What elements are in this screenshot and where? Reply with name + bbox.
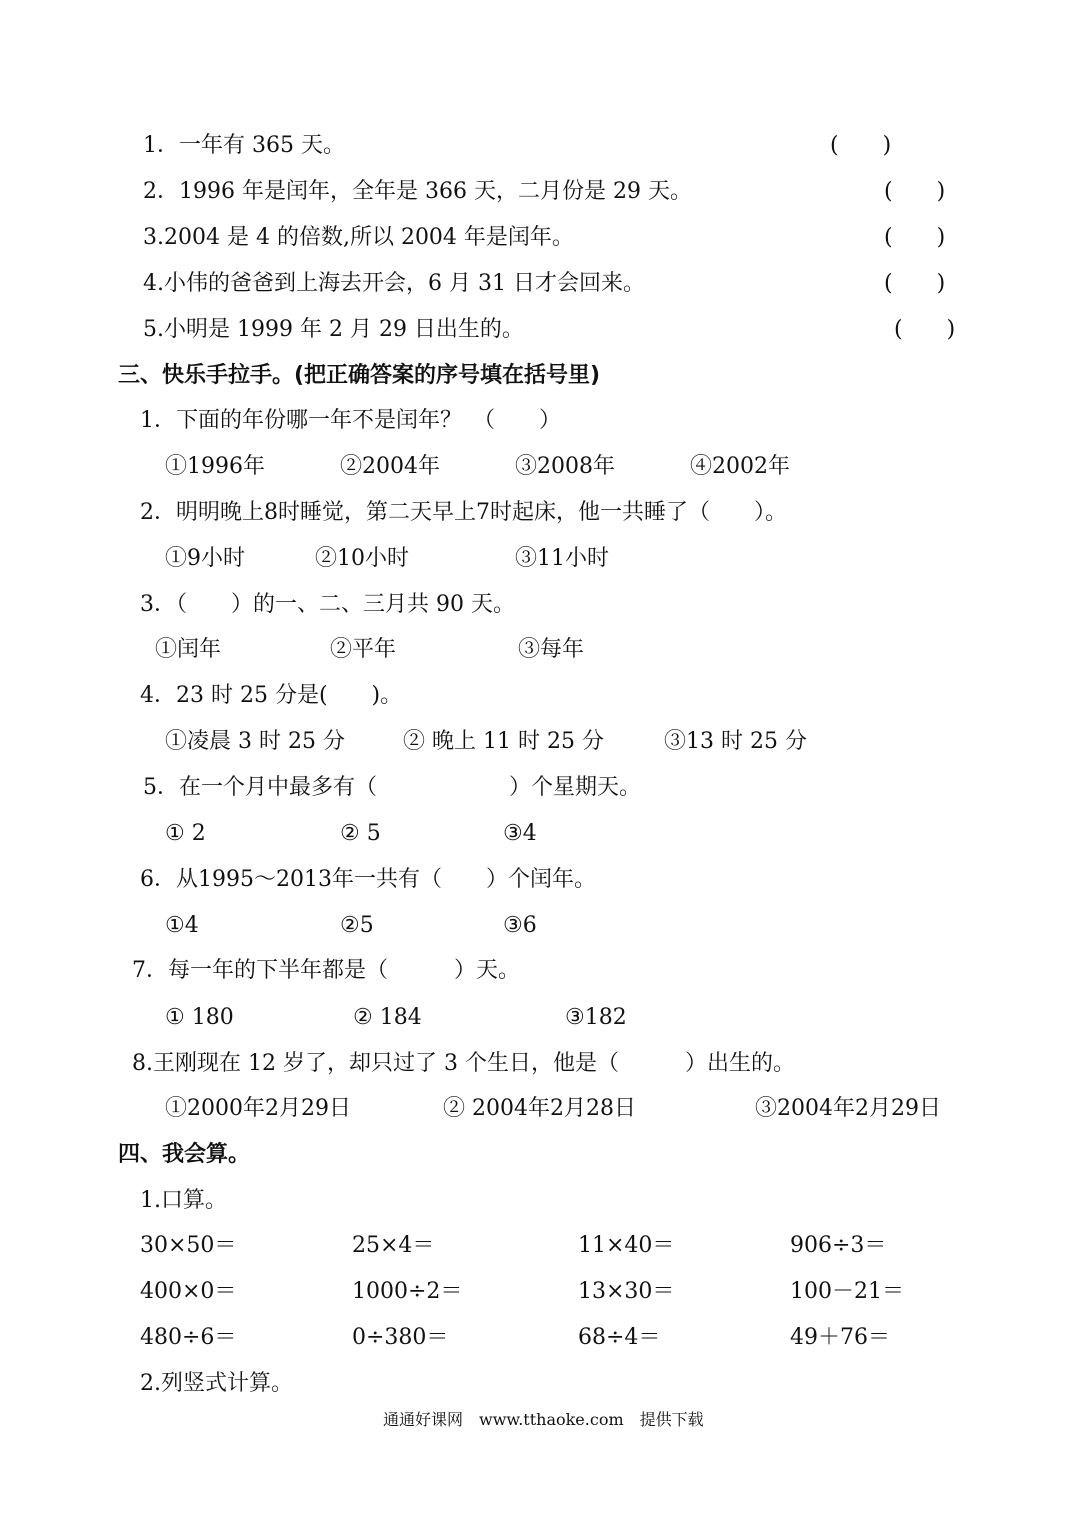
oral-calc-item: 30×50＝ xyxy=(140,1233,237,1258)
q1-option-3: ③2008年 xyxy=(515,454,615,479)
question-3: 3．（ ）的一、二、三月共 90 天。 xyxy=(140,592,515,617)
judge-item-3: 3.2004 是 4 的倍数,所以 2004 年是闰年。 xyxy=(143,225,574,250)
oral-calc-item: 25×4＝ xyxy=(352,1233,435,1258)
question-2: 2．明明晚上8时睡觉，第二天早上7时起床，他一共睡了（ ）。 xyxy=(140,500,787,525)
oral-calc-item: 480÷6＝ xyxy=(140,1325,237,1350)
q7-option-2: ② 184 xyxy=(353,1005,422,1030)
oral-calc-item: 11×40＝ xyxy=(578,1233,675,1258)
q3-option-1: ①闰年 xyxy=(155,637,222,662)
answer-paren-2: ( ) xyxy=(884,179,946,204)
question-8: 8.王刚现在 12 岁了，却只过了 3 个生日，他是（ ）出生的。 xyxy=(132,1051,795,1076)
oral-calc-item: 906÷3＝ xyxy=(790,1233,887,1258)
q2-option-3: ③11小时 xyxy=(515,546,609,571)
section-3-heading: 三、快乐手拉手。(把正确答案的序号填在括号里) xyxy=(118,363,601,388)
answer-paren-4: ( ) xyxy=(884,271,946,296)
question-6: 6．从1995～2013年一共有（ ）个闰年。 xyxy=(140,867,596,892)
answer-paren-3: ( ) xyxy=(884,225,946,250)
q1-option-1: ①1996年 xyxy=(165,454,265,479)
answer-paren-1: ( ) xyxy=(830,133,892,158)
oral-calc-item: 0÷380＝ xyxy=(352,1325,449,1350)
q7-option-1: ① 180 xyxy=(165,1005,234,1030)
q4-option-1: ①凌晨 3 时 25 分 xyxy=(165,729,345,754)
oral-calc-item: 13×30＝ xyxy=(578,1279,675,1304)
question-7: 7．每一年的下半年都是（ ）天。 xyxy=(132,958,520,983)
q3-option-3: ③每年 xyxy=(518,637,585,662)
q1-option-4: ④2002年 xyxy=(690,454,790,479)
oral-calc-item: 100－21＝ xyxy=(790,1279,904,1304)
judge-item-2: 2．1996 年是闰年，全年是 366 天，二月份是 29 天。 xyxy=(143,179,692,204)
oral-calc-item: 68÷4＝ xyxy=(578,1325,661,1350)
question-5: 5．在一个月中最多有（ ）个星期天。 xyxy=(143,775,641,800)
oral-calc-item: 49＋76＝ xyxy=(790,1325,890,1350)
oral-calc-subheading: 1.口算。 xyxy=(140,1188,227,1213)
q5-option-1: ① 2 xyxy=(165,821,206,846)
q5-option-2: ② 5 xyxy=(340,821,381,846)
q6-option-2: ②5 xyxy=(340,913,374,938)
q3-option-2: ②平年 xyxy=(330,637,397,662)
q1-option-2: ②2004年 xyxy=(340,454,440,479)
q6-option-1: ①4 xyxy=(165,913,199,938)
answer-paren-5: ( ) xyxy=(894,317,956,342)
question-4: 4．23 时 25 分是( )。 xyxy=(140,683,403,708)
q4-option-3: ③13 时 25 分 xyxy=(664,729,807,754)
q6-option-3: ③6 xyxy=(503,913,537,938)
question-1: 1．下面的年份哪一年不是闰年？ （ ） xyxy=(140,408,561,433)
vertical-calc-subheading: 2.列竖式计算。 xyxy=(140,1371,293,1396)
q5-option-3: ③4 xyxy=(503,821,537,846)
q2-option-2: ②10小时 xyxy=(315,546,409,571)
q2-option-1: ①9小时 xyxy=(165,546,245,571)
q4-option-2: ② 晚上 11 时 25 分 xyxy=(403,729,604,754)
q8-option-1: ①2000年2月29日 xyxy=(165,1096,351,1121)
q7-option-3: ③182 xyxy=(565,1005,627,1030)
oral-calc-item: 1000÷2＝ xyxy=(352,1279,463,1304)
q8-option-2: ② 2004年2月28日 xyxy=(443,1096,636,1121)
oral-calc-item: 400×0＝ xyxy=(140,1279,237,1304)
section-4-heading: 四、我会算。 xyxy=(118,1142,251,1167)
q8-option-3: ③2004年2月29日 xyxy=(755,1096,941,1121)
judge-item-4: 4.小伟的爸爸到上海去开会，6 月 31 日才会回来。 xyxy=(143,271,645,296)
judge-item-5: 5.小明是 1999 年 2 月 29 日出生的。 xyxy=(143,317,524,342)
judge-item-1: 1．一年有 365 天。 xyxy=(143,133,345,158)
page-footer: 通通好课网 www.tthaoke.com 提供下载 xyxy=(383,1410,704,1429)
